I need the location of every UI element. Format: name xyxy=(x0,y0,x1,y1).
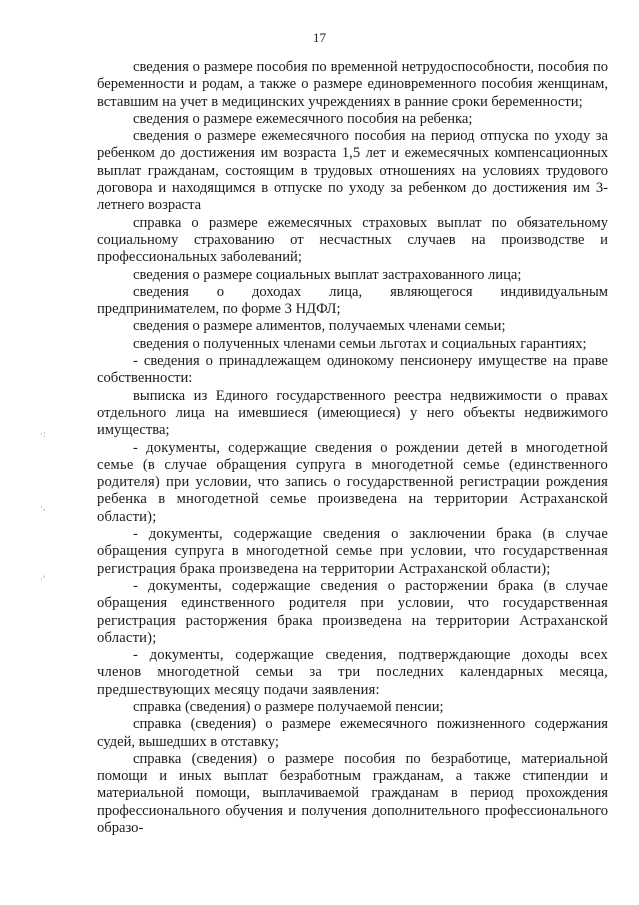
scan-mark: ·' xyxy=(40,575,46,585)
scan-mark: ·: xyxy=(40,430,46,440)
paragraph-benefits-guarantees: сведения о полученных членами семьи льготах и социальных гарантиях; xyxy=(133,335,587,352)
document-body xyxy=(97,59,608,837)
paragraph-unemployment-benefit: справка (сведения) о размере пособия по безработице, материальной помощи и иных выплат безработным гражданам, а также стипендии и материальной помощи, выплачиваемой гражданам в период прохождения профессионального обучения и получения дополнительного профессионального образо- xyxy=(97,750,608,837)
paragraph-sick-leave-benefit: сведения о размере пособия по временной нетрудоспособности, пособия по беременности и родам, а также о размере единовременного пособия женщинам, вставшим на учет в медицинских учреждениях в ранние сроки беременности; xyxy=(97,59,608,110)
scan-mark: ·, xyxy=(40,503,46,513)
paragraph-real-estate-extract: выписка из Единого государственного реестра недвижимости о правах отдельного лица на имевшиеся (имеющиеся) у него объекты недвижимого имущества; xyxy=(97,387,608,439)
paragraph-divorce-documents: - документы, содержащие сведения о расторжении брака (в случае обращения единственного родителя при условии, что государственная регистрация расторжения брака произведена на территории Астраханской области); xyxy=(97,577,608,646)
paragraph-judges-allowance: справка (сведения) о размере ежемесячного пожизненного содержания судей, вышедших в отставку; xyxy=(97,716,608,750)
paragraph-alimony: сведения о размере алиментов, получаемых членами семьи; xyxy=(133,318,506,335)
paragraph-pension-certificate: справка (сведения) о размере получаемой пенсии; xyxy=(133,698,444,715)
paragraph-child-benefit: сведения о размере ежемесячного пособия на ребенка; xyxy=(133,110,473,127)
paragraph-social-payments: сведения о размере социальных выплат застрахованного лица; xyxy=(133,266,522,283)
paragraph-income-documents: - документы, содержащие сведения, подтверждающие доходы всех членов многодетной семьи за три последних календарных месяца, предшествующих месяцу подачи заявления: xyxy=(97,647,608,698)
paragraph-entrepreneur-income: сведения о доходах лица, являющегося индивидуальным предпринимателем, по форме 3 НДФЛ; xyxy=(97,283,608,318)
paragraph-pensioner-property: - сведения о принадлежащем одинокому пенсионеру имуществе на праве собственности: xyxy=(97,353,608,387)
paragraph-birth-documents: - документы, содержащие сведения о рождении детей в многодетной семье (в случае обращения супруга в многодетной семье (единственного родителя) при условии, что запись о государственной регистрации рождения ребенка в многодетной семье произведена на территории Астраханской области); xyxy=(97,439,608,525)
paragraph-insurance-payments: справка о размере ежемесячных страховых выплат по обязательному социальному страхованию от несчастных случаев на производстве и профессиональных заболеваний; xyxy=(97,214,608,266)
page-number: 17 xyxy=(313,30,326,45)
paragraph-childcare-leave-benefit: сведения о размере ежемесячного пособия на период отпуска по уходу за ребенком до достижения им возраста 1,5 лет и ежемесячных компенсационных выплат гражданам, состоящим в трудовых отношениях на условиях трудового договора и находящимся в отпуске по уходу за ребенком до достижения им 3-летнего возраста xyxy=(97,128,608,214)
paragraph-marriage-documents: - документы, содержащие сведения о заключении брака (в случае обращения супруга в многодетной семье при условии, что государственная регистрация брака произведена на территории Астраханской области); xyxy=(97,526,608,577)
